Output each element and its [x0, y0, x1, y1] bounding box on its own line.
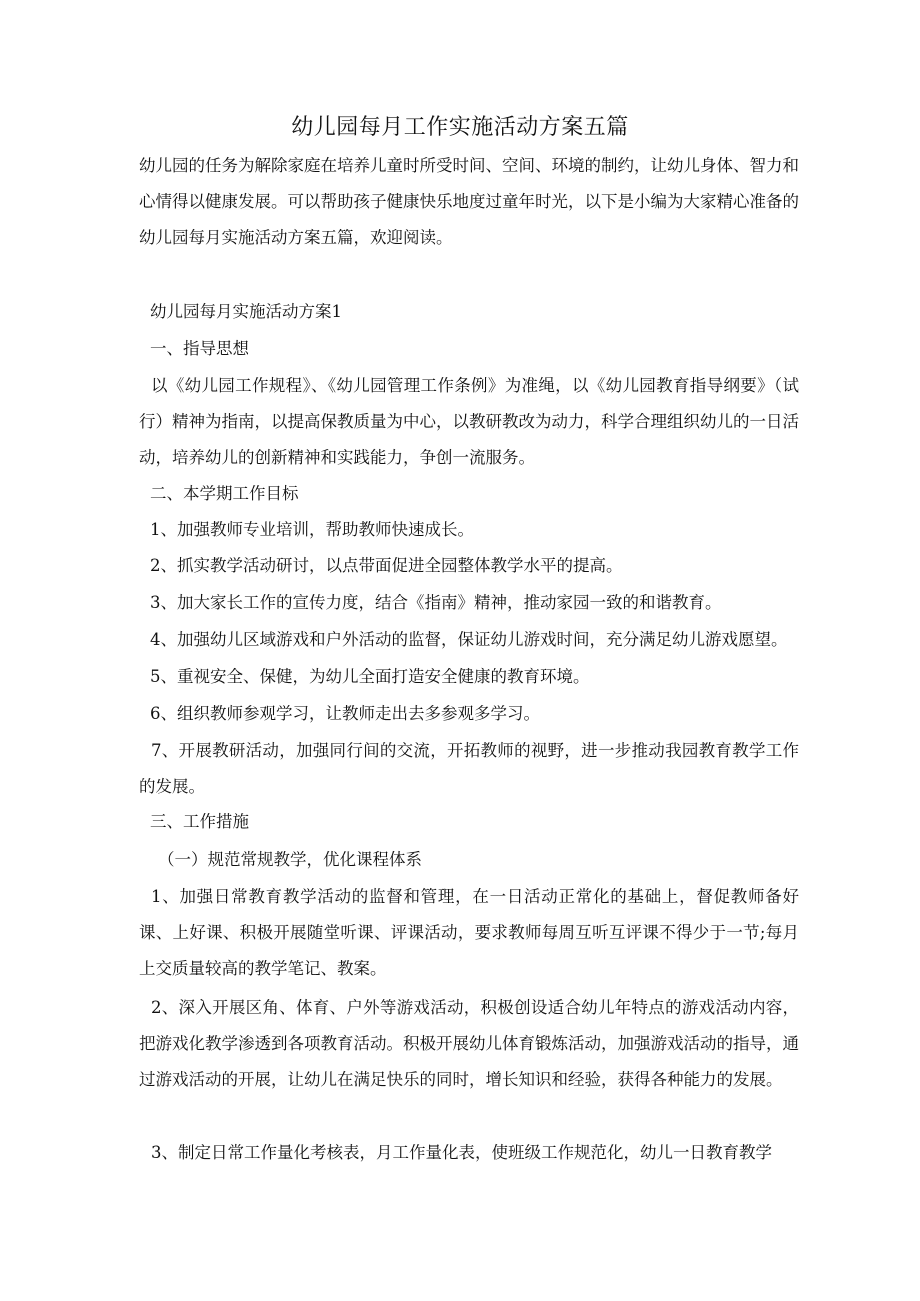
goal-item: 5、重视安全、保健，为幼儿全面打造安全健康的教育环境。 [150, 667, 590, 686]
measure-paragraph: 3、制定日常工作量化考核表，月工作量化表，使班级工作规范化，幼儿一日教育教学 [151, 1143, 772, 1162]
goal-item: 3、加大家长工作的宣传力度，结合《指南》精神，推动家园一致的和谐教育。 [150, 593, 722, 612]
measure-paragraph: 2、深入开展区角、体育、户外等游戏活动，积极创设适合幼儿年特点的游戏活动内容，把游戏化教学渗透到各项教育活动。积极开展幼儿体育锻炼活动，加强游戏活动的指导，通过游戏活动的开展，让幼儿在满足快乐的同时，增长知识和经验，获得各种能力的发展。 [139, 998, 799, 1089]
goal-item: 4、加强幼儿区域游戏和户外活动的监督，保证幼儿游戏时间，充分满足幼儿游戏愿望。 [150, 630, 788, 649]
document-title: 幼儿园每月工作实施活动方案五篇 [291, 115, 629, 140]
section-heading-guiding-ideology: 一、指导思想 [150, 339, 249, 358]
intro-paragraph: 幼儿园的任务为解除家庭在培养儿童时所受时间、空间、环境的制约，让幼儿身体、智力和心情得以健康发展。可以帮助孩子健康快乐地度过童年时光，以下是小编为大家精心准备的幼儿园每月实施活动方案五篇，欢迎阅读。 [139, 156, 799, 247]
goal-item: 6、组织教师参观学习，让教师走出去多参观多学习。 [150, 704, 540, 723]
measure-paragraph: 1、加强日常教育教学活动的监督和管理，在一日活动正常化的基础上，督促教师备好课、上好课、积极开展随堂听课、评课活动，要求教师每周互听互评课不得少于一节;每月上交质量较高的教学笔记、教案。 [139, 887, 799, 978]
goal-item: 7、开展教研活动，加强同行间的交流，开拓教师的视野，进一步推动我园教育教学工作的发展。 [139, 741, 799, 796]
plan-heading: 幼儿园每月实施活动方案1 [150, 302, 342, 321]
goal-item: 2、抓实教学活动研讨，以点带面促进全园整体教学水平的提高。 [150, 556, 623, 575]
section-heading-measures: 三、工作措施 [150, 812, 249, 831]
section-heading-goals: 二、本学期工作目标 [150, 484, 299, 503]
section-paragraph-guiding-ideology: 以《幼儿园工作规程》、《幼儿园管理工作条例》为准绳，以《幼儿园教育指导纲要》（试行）精神为指南，以提高保教质量为中心，以教研教改为动力，科学合理组织幼儿的一日活动，培养幼儿的创新精神和实践能力，争创一流服务。 [139, 376, 799, 467]
subsection-heading: （一）规范常规教学，优化课程体系 [158, 850, 422, 869]
goal-item: 1、加强教师专业培训，帮助教师快速成长。 [150, 520, 474, 539]
